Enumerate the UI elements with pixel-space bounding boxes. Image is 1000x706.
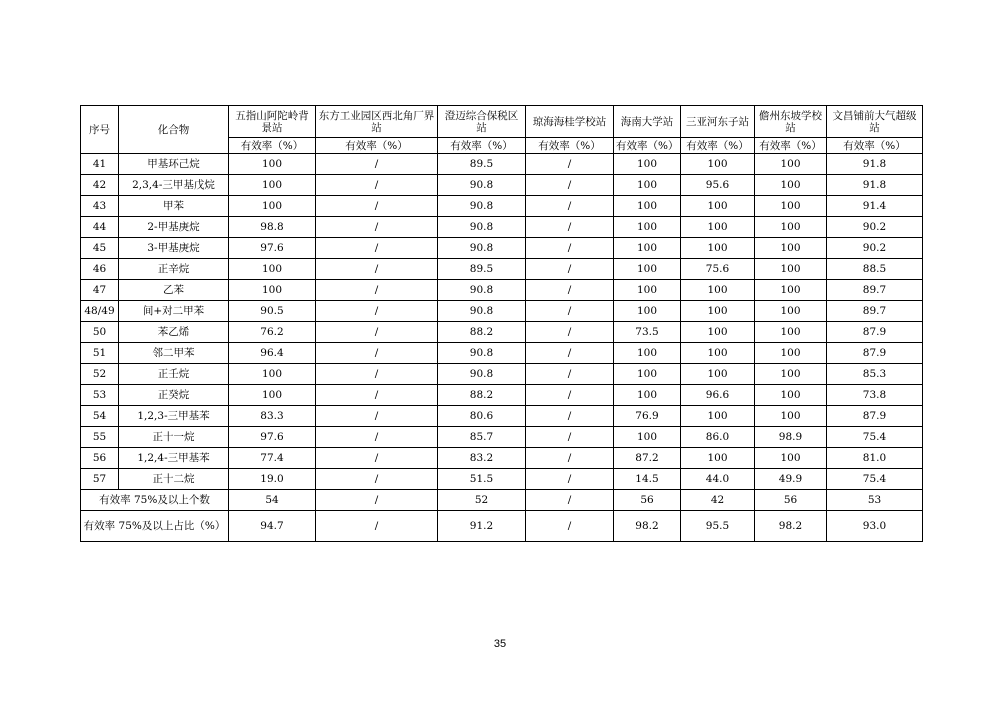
cell-compound: 甲苯 (119, 196, 229, 217)
table-row (81, 322, 923, 343)
cell-value: 75.4 (827, 469, 923, 490)
cell-value: / (526, 364, 614, 385)
cell-value: 91.8 (827, 154, 923, 175)
cell-value: 100 (681, 217, 755, 238)
table-row (81, 406, 923, 427)
header-station: 东方工业园区西北角厂界站 (316, 106, 438, 138)
cell-seq: 41 (81, 154, 119, 175)
cell-value: 90.5 (229, 301, 316, 322)
cell-value: 91.8 (827, 175, 923, 196)
cell-value: 100 (614, 196, 681, 217)
cell-value: / (316, 406, 438, 427)
summary-value: 94.7 (229, 511, 316, 542)
cell-value: 89.5 (438, 259, 526, 280)
cell-seq: 53 (81, 385, 119, 406)
cell-value: 100 (681, 154, 755, 175)
cell-compound: 2,3,4-三甲基戊烷 (119, 175, 229, 196)
cell-compound: 苯乙烯 (119, 322, 229, 343)
cell-value: / (526, 154, 614, 175)
cell-seq: 50 (81, 322, 119, 343)
cell-value: 76.2 (229, 322, 316, 343)
cell-value: / (526, 406, 614, 427)
cell-value: 100 (614, 385, 681, 406)
cell-seq: 45 (81, 238, 119, 259)
cell-value: 76.9 (614, 406, 681, 427)
cell-value: 81.0 (827, 448, 923, 469)
cell-value: 97.6 (229, 238, 316, 259)
cell-value: 100 (614, 217, 681, 238)
cell-value: 100 (614, 280, 681, 301)
cell-value: 100 (681, 322, 755, 343)
table-row (81, 385, 923, 406)
summary-value: 54 (229, 490, 316, 511)
cell-value: 83.2 (438, 448, 526, 469)
cell-value: 80.6 (438, 406, 526, 427)
cell-value: 100 (755, 280, 827, 301)
cell-value: / (316, 448, 438, 469)
cell-value: 100 (229, 196, 316, 217)
cell-value: / (526, 301, 614, 322)
subheader-effective-rate: 有效率（%） (229, 138, 316, 154)
cell-value: 100 (614, 427, 681, 448)
cell-seq: 55 (81, 427, 119, 448)
summary-value: 91.2 (438, 511, 526, 542)
summary-value: 52 (438, 490, 526, 511)
cell-value: 44.0 (681, 469, 755, 490)
cell-value: / (526, 385, 614, 406)
cell-value: 100 (681, 364, 755, 385)
cell-value: 100 (755, 385, 827, 406)
cell-value: 100 (755, 364, 827, 385)
table-row (81, 448, 923, 469)
summary-value: / (526, 490, 614, 511)
cell-value: 90.8 (438, 280, 526, 301)
cell-compound: 乙苯 (119, 280, 229, 301)
cell-value: 73.8 (827, 385, 923, 406)
cell-value: 100 (229, 280, 316, 301)
cell-value: / (316, 364, 438, 385)
cell-value: 100 (755, 238, 827, 259)
cell-seq: 44 (81, 217, 119, 238)
cell-value: 100 (229, 175, 316, 196)
cell-value: 14.5 (614, 469, 681, 490)
cell-value: / (316, 469, 438, 490)
cell-value: 100 (755, 322, 827, 343)
subheader-effective-rate: 有效率（%） (827, 138, 923, 154)
table-row (81, 280, 923, 301)
cell-value: 100 (681, 280, 755, 301)
header-row (81, 106, 923, 138)
cell-value: / (526, 175, 614, 196)
summary-row (81, 490, 923, 511)
cell-value: 89.7 (827, 280, 923, 301)
cell-value: 100 (614, 343, 681, 364)
cell-value: 98.8 (229, 217, 316, 238)
cell-value: 19.0 (229, 469, 316, 490)
cell-value: 90.8 (438, 196, 526, 217)
header-station: 琼海海桂学校站 (526, 106, 614, 138)
effective-rate-table (80, 105, 923, 542)
table-row (81, 196, 923, 217)
cell-value: / (526, 280, 614, 301)
cell-value: / (316, 343, 438, 364)
cell-value: 88.2 (438, 385, 526, 406)
cell-value: 90.8 (438, 364, 526, 385)
subheader-effective-rate: 有效率（%） (526, 138, 614, 154)
summary-label: 有效率 75%及以上个数 (81, 490, 229, 511)
cell-compound: 间+对二甲苯 (119, 301, 229, 322)
subheader-effective-rate: 有效率（%） (614, 138, 681, 154)
header-station: 五指山阿陀岭背景站 (229, 106, 316, 138)
cell-seq: 42 (81, 175, 119, 196)
cell-compound: 正辛烷 (119, 259, 229, 280)
header-compound: 化合物 (119, 106, 229, 154)
cell-compound: 1,2,3-三甲基苯 (119, 406, 229, 427)
cell-value: 85.7 (438, 427, 526, 448)
summary-value: 56 (614, 490, 681, 511)
summary-value: / (316, 490, 438, 511)
cell-value: 83.3 (229, 406, 316, 427)
table-row (81, 364, 923, 385)
cell-value: 100 (229, 364, 316, 385)
summary-value: 98.2 (614, 511, 681, 542)
cell-compound: 正十一烷 (119, 427, 229, 448)
summary-value: 95.5 (681, 511, 755, 542)
table-row (81, 343, 923, 364)
cell-value: 100 (755, 175, 827, 196)
cell-value: / (526, 217, 614, 238)
table-row (81, 154, 923, 175)
cell-compound: 正壬烷 (119, 364, 229, 385)
cell-value: 87.2 (614, 448, 681, 469)
cell-compound: 正癸烷 (119, 385, 229, 406)
cell-seq: 51 (81, 343, 119, 364)
cell-value: 100 (755, 448, 827, 469)
cell-value: 90.8 (438, 217, 526, 238)
cell-value: 91.4 (827, 196, 923, 217)
cell-value: 100 (229, 154, 316, 175)
cell-value: / (526, 448, 614, 469)
cell-value: 100 (614, 154, 681, 175)
cell-value: / (316, 427, 438, 448)
cell-value: 100 (681, 343, 755, 364)
cell-value: / (316, 196, 438, 217)
cell-value: 100 (614, 175, 681, 196)
header-seq: 序号 (81, 106, 119, 154)
cell-value: 73.5 (614, 322, 681, 343)
table-row (81, 175, 923, 196)
cell-value: 51.5 (438, 469, 526, 490)
summary-value: 42 (681, 490, 755, 511)
cell-value: 100 (755, 259, 827, 280)
cell-value: 75.4 (827, 427, 923, 448)
cell-value: / (316, 385, 438, 406)
cell-value: 86.0 (681, 427, 755, 448)
cell-value: 100 (229, 385, 316, 406)
subheader-effective-rate: 有效率（%） (681, 138, 755, 154)
summary-row (81, 511, 923, 542)
cell-value: 77.4 (229, 448, 316, 469)
cell-value: / (316, 238, 438, 259)
cell-value: 49.9 (755, 469, 827, 490)
table-row (81, 427, 923, 448)
cell-compound: 正十二烷 (119, 469, 229, 490)
summary-value: / (526, 511, 614, 542)
cell-value: / (316, 217, 438, 238)
cell-value: 88.5 (827, 259, 923, 280)
cell-value: / (316, 322, 438, 343)
cell-value: 100 (681, 196, 755, 217)
header-station: 海南大学站 (614, 106, 681, 138)
summary-value: 93.0 (827, 511, 923, 542)
table-row (81, 238, 923, 259)
cell-value: / (316, 259, 438, 280)
cell-value: 85.3 (827, 364, 923, 385)
cell-seq: 48/49 (81, 301, 119, 322)
cell-value: 96.4 (229, 343, 316, 364)
summary-label: 有效率 75%及以上占比（%） (81, 511, 229, 542)
cell-seq: 57 (81, 469, 119, 490)
cell-value: 100 (755, 154, 827, 175)
cell-value: 90.8 (438, 175, 526, 196)
cell-value: 88.2 (438, 322, 526, 343)
cell-value: 100 (755, 301, 827, 322)
cell-value: / (526, 427, 614, 448)
page-number: 35 (493, 638, 507, 650)
cell-value: / (316, 175, 438, 196)
cell-value: 90.8 (438, 301, 526, 322)
cell-compound: 2-甲基庚烷 (119, 217, 229, 238)
cell-seq: 47 (81, 280, 119, 301)
cell-value: / (526, 238, 614, 259)
header-station: 儋州东坡学校站 (755, 106, 827, 138)
cell-value: / (526, 469, 614, 490)
cell-value: 100 (229, 259, 316, 280)
subheader-effective-rate: 有效率（%） (438, 138, 526, 154)
table-row (81, 469, 923, 490)
cell-value: 96.6 (681, 385, 755, 406)
summary-value: / (316, 511, 438, 542)
cell-value: 100 (755, 196, 827, 217)
cell-seq: 52 (81, 364, 119, 385)
subheader-effective-rate: 有效率（%） (755, 138, 827, 154)
cell-value: 87.9 (827, 343, 923, 364)
table-row (81, 301, 923, 322)
cell-seq: 46 (81, 259, 119, 280)
cell-compound: 1,2,4-三甲基苯 (119, 448, 229, 469)
cell-compound: 甲基环己烷 (119, 154, 229, 175)
cell-value: 98.9 (755, 427, 827, 448)
cell-value: / (316, 154, 438, 175)
data-table-container (80, 105, 922, 542)
cell-value: 100 (755, 406, 827, 427)
table-body (81, 154, 923, 542)
cell-value: 90.8 (438, 343, 526, 364)
cell-compound: 3-甲基庚烷 (119, 238, 229, 259)
cell-value: 100 (681, 448, 755, 469)
cell-value: 90.8 (438, 238, 526, 259)
cell-seq: 54 (81, 406, 119, 427)
cell-value: 89.5 (438, 154, 526, 175)
cell-value: 90.2 (827, 217, 923, 238)
subheader-effective-rate: 有效率（%） (316, 138, 438, 154)
summary-value: 98.2 (755, 511, 827, 542)
cell-value: / (526, 259, 614, 280)
cell-value: 90.2 (827, 238, 923, 259)
cell-value: 100 (614, 259, 681, 280)
cell-value: 87.9 (827, 406, 923, 427)
header-station: 文昌铺前大气超级站 (827, 106, 923, 138)
cell-value: 97.6 (229, 427, 316, 448)
cell-value: 95.6 (681, 175, 755, 196)
cell-value: 100 (681, 406, 755, 427)
cell-value: 100 (681, 238, 755, 259)
cell-value: / (316, 301, 438, 322)
cell-value: 100 (614, 301, 681, 322)
cell-value: 100 (681, 301, 755, 322)
cell-value: 87.9 (827, 322, 923, 343)
cell-value: 100 (614, 238, 681, 259)
summary-value: 53 (827, 490, 923, 511)
summary-value: 56 (755, 490, 827, 511)
header-station: 三亚河东子站 (681, 106, 755, 138)
cell-seq: 43 (81, 196, 119, 217)
cell-seq: 56 (81, 448, 119, 469)
cell-value: / (526, 343, 614, 364)
cell-value: 100 (614, 364, 681, 385)
cell-compound: 邻二甲苯 (119, 343, 229, 364)
table-row (81, 217, 923, 238)
header-station: 澄迈综合保税区站 (438, 106, 526, 138)
cell-value: / (316, 280, 438, 301)
cell-value: 75.6 (681, 259, 755, 280)
cell-value: 100 (755, 343, 827, 364)
cell-value: / (526, 196, 614, 217)
cell-value: 100 (755, 217, 827, 238)
cell-value: / (526, 322, 614, 343)
cell-value: 89.7 (827, 301, 923, 322)
table-row (81, 259, 923, 280)
